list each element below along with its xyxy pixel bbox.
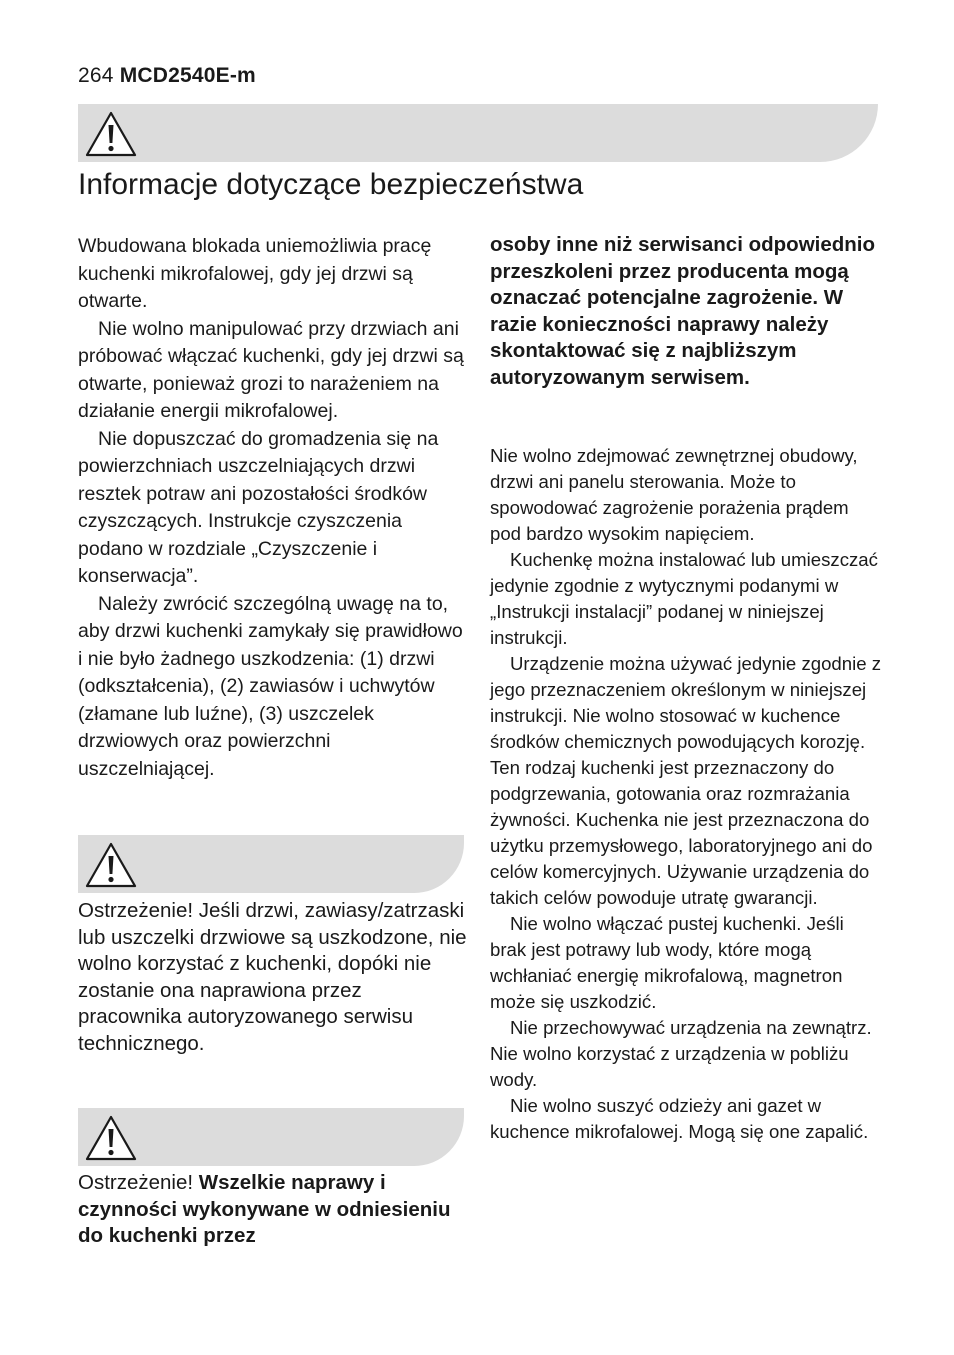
paragraph: Nie przechowywać urządzenia na zewnątrz. Nie wolno korzystać z urządzenia w pobliżu wody. [490,1017,872,1090]
paragraph: Nie wolno suszyć odzieży ani gazet w kuchence mikrofalowej. Mogą się one zapalić. [490,1095,869,1142]
warning-banner-1 [78,835,464,893]
page-number: 264 [78,64,114,87]
warning-triangle-icon [84,841,138,889]
warning-bold-text: Wszelkie naprawy i czynności wykonywane w odniesieniu do kuchenki przez [78,1171,451,1247]
page-title: Informacje dotyczące bezpieczeństwa [78,168,584,201]
paragraph: Kuchenkę można instalować lub umieszczać jedynie zgodnie z wytycznymi podanymi w „Instrukcji instalacji” podanej w niniejszej instrukcji. [490,549,878,648]
warning-text-1: Ostrzeżenie! Jeśli drzwi, zawiasy/zatrzaski lub uszczelki drzwiowe są uszkodzone, nie wolno korzystać z kuchenki, dopóki nie zostanie ona naprawiona przez pracownika autoryzowanego serwisu technicznego. [78,899,467,1055]
paragraph: Nie wolno włączać pustej kuchenki. Jeśli brak jest potrawy lub wody, które mogą wchłaniać energię mikrofalową, magnetron może się uszkodzić. [490,913,844,1012]
warning-banner-2 [78,1108,464,1166]
model-name: MCD2540E-m [119,64,256,87]
warning-triangle-icon [84,110,138,158]
paragraph: Nie dopuszczać do gromadzenia się na powierzchniach uszczelniających drzwi resztek potraw ani pozostałości środków czyszczących. Instrukcje czyszczenia podano w rozdziale „Czyszczenie i konserwacja”. [78,427,439,587]
paragraph: Nie wolno manipulować przy drzwiach ani próbować włączać kuchenki, gdy jej drzwi są otwarte, ponieważ grozi to narażeniem na działanie energii mikrofalowej. [78,317,464,422]
page-header [78,64,256,88]
paragraph: Należy zwrócić szczególną uwagę na to, aby drzwi kuchenki zamykały się prawidłowo i nie było żadnego uszkodzenia: (1) drzwi (odkształcenia), (2) zawiasów i uchwytów (złamane lub luźne), (3) uszczelek drzwiowych oraz powierzchni uszczelniającej. [78,592,463,780]
left-column [78,233,468,783]
paragraph: Nie wolno zdejmować zewnętrznej obudowy, drzwi ani panelu sterowania. Może to spowodować zagrożenie porażenia prądem pod bardzo wysokim napięciem. [490,445,858,544]
paragraph: Urządzenie można używać jedynie zgodnie z jego przeznaczeniem określonym w niniejszej instrukcji. Nie wolno stosować w kuchence środków chemicznych powodujących korozję. Ten rodzaj kuchenki jest przeznaczony do podgrzewania, gotowania oraz rozmrażania żywności. Kuchenka nie jest przeznaczona do użytku przemysłowego, laboratoryjnego ani do celów komercyjnych. Używanie urządzenia do takich celów powoduje utratę gwarancji. [490,653,882,908]
warning-continuation: osoby inne niż serwisanci odpowiednio przeszkoleni przez producenta mogą oznaczać potencjalne zagrożenie. W razie konieczności naprawy należy skontaktować się z najbliższym autoryzowanym serwisem. [490,233,875,389]
paragraph: Wbudowana blokada uniemożliwia pracę kuchenki mikrofalowej, gdy jej drzwi są otwarte. [78,235,432,312]
warning-text-2 [78,1170,468,1250]
warning-triangle-icon [84,1114,138,1162]
right-column [490,443,882,1145]
warning-banner-top [78,104,878,162]
warning-prefix: Ostrzeżenie! [78,1171,199,1194]
